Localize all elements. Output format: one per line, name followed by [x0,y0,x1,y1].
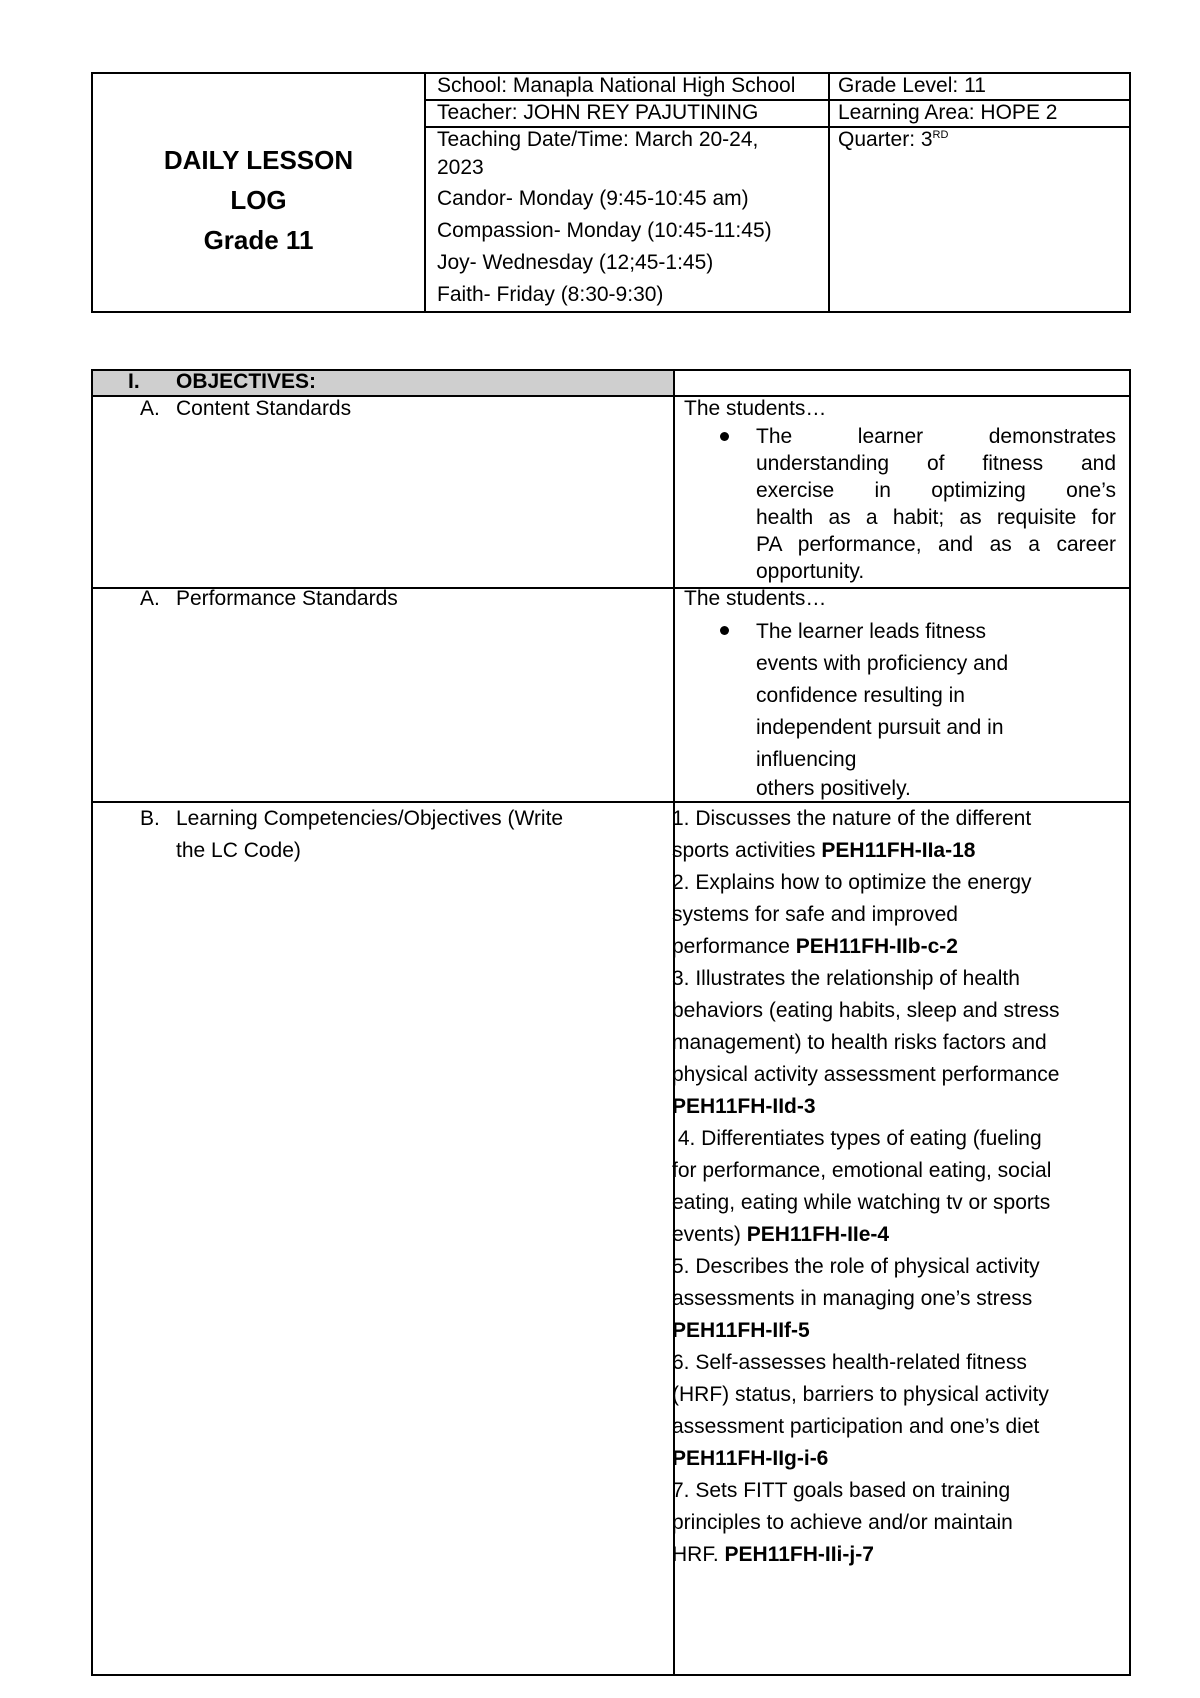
schedule-item: Compassion- Monday (10:45-11:45) [437,219,772,242]
learning-competencies-letter: B. [140,807,160,830]
performance-standards-intro: The students… [684,587,827,610]
competency-item: 6. Self-assesses health-related fitness (HRF) status, barriers to physical activity assessment participation and one’s diet PEH11FH-IIg-i-6 [672,1351,1049,1470]
learning-area-field: Learning Area: HOPE 2 [838,101,1058,124]
teacher-field: Teacher: JOHN REY PAJUTINING [437,101,759,124]
objectives-heading-num: I. [128,370,140,393]
competency-item: 3. Illustrates the relationship of health behaviors (eating habits, sleep and stress management) to health risks factors and physical activity assessment performance PEH11FH-IId-3 [672,967,1060,1118]
performance-standards-label: Performance Standards [176,587,398,610]
learning-competencies-list [672,803,1112,1571]
learning-competencies-label-line1: Learning Competencies/Objectives (Write [176,807,564,830]
lc-code: PEH11FH-IIg-i-6 [672,1447,829,1470]
log-title-line2: LOG [230,185,287,215]
grade-level-field: Grade Level: 11 [838,74,986,97]
lc-code: PEH11FH-IIe-4 [746,1223,890,1246]
content-standards-letter: A. [140,397,160,420]
log-title-line1: DAILY LESSON [163,145,354,175]
bullet-icon [720,626,729,635]
schedule-item: Faith- Friday (8:30-9:30) [437,283,664,306]
learning-competencies-label-line2: the LC Code) [176,839,301,862]
bullet-icon [720,432,729,441]
content-standards-intro: The students… [684,397,827,420]
content-standards-label: Content Standards [176,397,352,420]
performance-standards-letter: A. [140,587,160,610]
schedule-item: Candor- Monday (9:45-10:45 am) [437,187,749,210]
content-standards-text: The learner demonstrates understanding of fitness and exercise in optimizing one’s health as a habit; as requisite for PA performance, and as a career opportunity. [756,425,1116,583]
teaching-date-line1: Teaching Date/Time: March 20-24, [437,128,759,151]
competency-item: 2. Explains how to optimize the energy systems for safe and improved performance PEH11FH-IIb-c-2 [672,871,1032,958]
lc-code: PEH11FH-IIb-c-2 [795,935,958,958]
lc-code: PEH11FH-IIf-5 [672,1319,810,1342]
competency-item: 1. Discusses the nature of the different sports activities PEH11FH-IIa-18 [672,807,1032,862]
lc-code: PEH11FH-IIa-18 [821,839,976,862]
teaching-date-line2: 2023 [437,156,484,179]
lc-code: PEH11FH-IIi-j-7 [724,1543,874,1566]
school-field: School: Manapla National High School [437,74,796,97]
performance-standards-text: The learner leads fitness events with proficiency and confidence resulting in independent pursuit and in influencing others positively. [756,620,1009,800]
lc-code: PEH11FH-IId-3 [672,1095,816,1118]
competency-item: 7. Sets FITT goals based on training principles to achieve and/or maintain HRF. PEH11FH-IIi-j-7 [672,1479,1013,1566]
log-title-line3: Grade 11 [203,225,314,255]
competency-item: 5. Describes the role of physical activity assessments in managing one’s stress PEH11FH-IIf-5 [672,1255,1040,1342]
schedule-item: Joy- Wednesday (12;45-1:45) [437,251,714,274]
competency-item: 4. Differentiates types of eating (fueling for performance, emotional eating, social eating, eating while watching tv or sports events) PEH11FH-IIe-4 [672,1127,1052,1246]
quarter-field: Quarter: 3RD [838,128,949,151]
objectives-heading: OBJECTIVES: [176,370,317,393]
